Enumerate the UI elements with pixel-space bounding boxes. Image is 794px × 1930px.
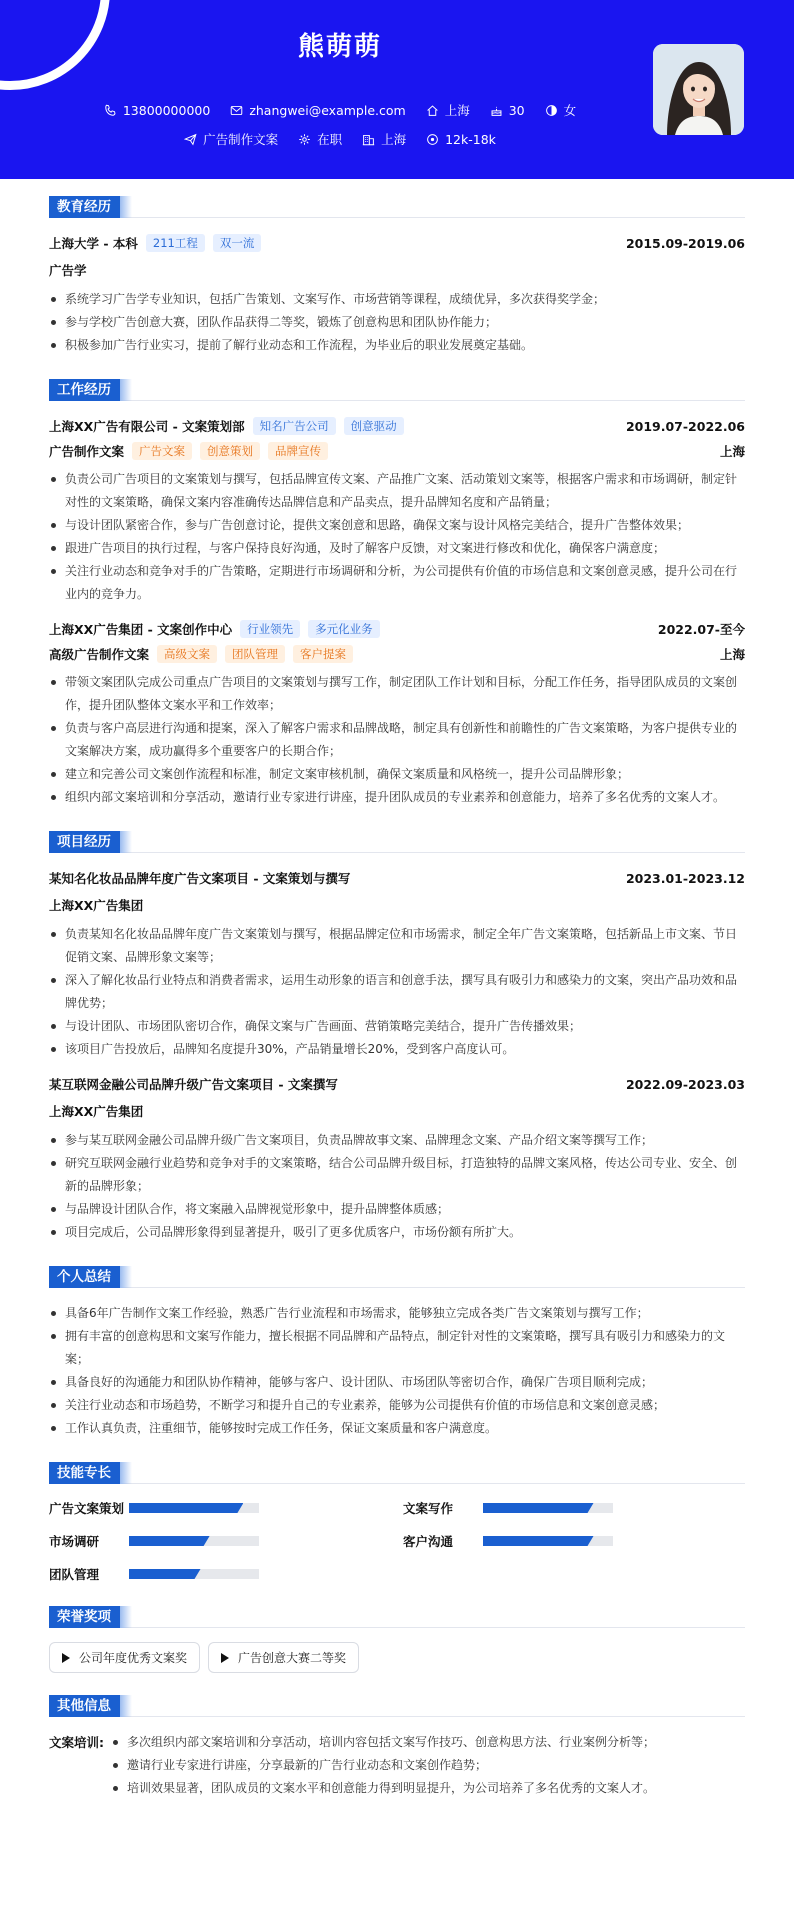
section-title-projects: 项目经历 (49, 831, 120, 853)
skill-name: 客户沟通 (403, 1534, 454, 1549)
status-text: 在职 (317, 132, 343, 147)
honor-label: 公司年度优秀文案奖 (79, 1651, 188, 1665)
work-entry (49, 415, 745, 606)
section-header (49, 196, 745, 218)
home-icon (426, 104, 439, 117)
list-item: 深入了解化妆品行业特点和消费者需求，运用生动形象的语言和创意手法，撰写具有吸引力和感染力的文案，突出产品功效和品牌优势； (49, 969, 745, 1015)
list-item: 具备良好的沟通能力和团队协作精神，能够与客户、设计团队、市场团队等密切合作，确保广告项目顺利完成； (49, 1371, 745, 1394)
candidate-name: 熊萌萌 (297, 32, 382, 62)
email-item (230, 103, 405, 118)
skill-bar (129, 1536, 259, 1546)
list-item: 该项目广告投放后，品牌知名度提升30%，产品销量增长20%，受到客户高度认可。 (49, 1038, 745, 1061)
section-title-honors: 荣誉奖项 (49, 1606, 120, 1628)
work-location: 上海 (719, 647, 745, 662)
list-item: 邀请行业专家进行讲座，分享最新的广告行业动态和文案创作趋势； (111, 1754, 655, 1777)
project-entry (49, 1073, 745, 1244)
work-date: 2019.07-2022.06 (625, 418, 745, 434)
role-tag: 广告文案 (132, 442, 192, 460)
skills-section (49, 1462, 745, 1584)
project-bullets (49, 1129, 745, 1244)
project-name: 某知名化妆品品牌年度广告文案项目 - 文案策划与撰写 (49, 871, 351, 886)
list-item: 关注行业动态和竞争对手的广告策略，定期进行市场调研和分析，为公司提供有价值的市场信息和文案创意灵感，提升公司在行业内的竞争力。 (49, 560, 745, 606)
phone-text: 13800000000 (122, 102, 211, 118)
skill-name: 广告文案策划 (49, 1501, 125, 1516)
age-item (490, 103, 525, 118)
send-icon (184, 133, 197, 146)
honors-section (49, 1606, 745, 1673)
gender-item (545, 101, 577, 119)
work-location: 上海 (719, 444, 745, 459)
role-name: 广告制作文案 (49, 444, 125, 459)
skill-name: 市场调研 (49, 1534, 100, 1549)
list-item: 项目完成后，公司品牌形象得到显著提升，吸引了更多优质客户，市场份额有所扩大。 (49, 1221, 745, 1244)
list-item: 负责公司广告项目的文案策划与撰写，包括品牌宣传文案、产品推广文案、活动策划文案等，根据客户需求和市场调研，制定针对性的文案策略，确保文案内容准确传达品牌信息和产品卖点，提升品牌知名度和产品销量； (49, 468, 745, 514)
skill-item (403, 1498, 745, 1518)
list-item: 培训效果显著，团队成员的文案水平和创意能力得到明显提升，为公司培养了多名优秀的文案人才。 (111, 1777, 655, 1800)
education-bullets (49, 288, 745, 357)
section-header (49, 1695, 745, 1717)
skill-name: 文案写作 (403, 1501, 454, 1516)
job-target-item (184, 130, 278, 148)
other-section (49, 1695, 745, 1800)
job-target-text: 广告制作文案 (203, 132, 279, 147)
salary-item (426, 132, 496, 147)
section-header (49, 1606, 745, 1628)
project-date: 2022.09-2023.03 (625, 1076, 745, 1092)
skill-bar (483, 1536, 613, 1546)
play-icon (62, 1653, 70, 1663)
section-header (49, 1266, 745, 1288)
honor-item (49, 1642, 200, 1673)
education-date: 2015.09-2019.06 (625, 235, 745, 251)
city-item (426, 101, 470, 119)
work-bullets (49, 671, 745, 809)
role-tag: 创意策划 (200, 442, 260, 460)
project-entry (49, 867, 745, 1061)
role-name: 高级广告制作文案 (49, 647, 150, 662)
major: 广告学 (49, 263, 87, 278)
city-text: 上海 (444, 103, 470, 118)
skill-bar-fill (129, 1569, 201, 1579)
role-tag: 品牌宣传 (268, 442, 328, 460)
section-header (49, 1462, 745, 1484)
list-item: 多次组织内部文案培训和分享活动，培训内容包括文案写作技巧、创意构思方法、行业案例分析等； (111, 1731, 655, 1754)
summary-section (49, 1266, 745, 1440)
list-item: 关注行业动态和市场趋势，不断学习和提升自己的专业素养，能够为公司提供有价值的市场信息和文案创意灵感； (49, 1394, 745, 1417)
list-item: 系统学习广告学专业知识，包括广告策划、文案写作、市场营销等课程，成绩优异，多次获得奖学金； (49, 288, 745, 311)
building-icon (362, 133, 375, 146)
skills-grid (49, 1498, 745, 1584)
section-header (49, 379, 745, 401)
company-name: 上海XX广告有限公司 - 文案策划部 (49, 419, 245, 434)
school-tag: 211工程 (146, 234, 205, 252)
role-tag: 高级文案 (157, 645, 217, 663)
section-title-summary: 个人总结 (49, 1266, 120, 1288)
section-header (49, 831, 745, 853)
role-tag: 客户提案 (293, 645, 353, 663)
work-date: 2022.07-至今 (657, 622, 745, 637)
list-item: 与设计团队、市场团队密切合作，确保文案与广告画面、营销策略完美结合，提升广告传播效果； (49, 1015, 745, 1038)
work-section (49, 379, 745, 809)
other-info (49, 1731, 745, 1800)
list-item: 组织内部文案培训和分享活动，邀请行业专家进行讲座，提升团队成员的专业素养和创意能力，培养了多名优秀的文案人才。 (49, 786, 745, 809)
expected-city-item (362, 130, 406, 148)
company-tag: 行业领先 (240, 620, 300, 638)
education-header-row (49, 232, 745, 254)
skill-item (49, 1498, 403, 1518)
portrait-image (653, 44, 744, 135)
job-row (0, 130, 680, 148)
cake-icon (490, 104, 503, 117)
list-item: 带领文案团队完成公司重点广告项目的文案策划与撰写工作，制定团队工作计划和目标，分配工作任务，指导团队成员的文案创作，提升团队整体文案水平和工作效率； (49, 671, 745, 717)
contact-row (0, 101, 680, 119)
honors-list (49, 1642, 745, 1673)
list-item: 参与某互联网金融公司品牌升级广告文案项目，负责品牌故事文案、品牌理念文案、产品介绍文案等撰写工作； (49, 1129, 745, 1152)
skill-item (403, 1531, 745, 1551)
skill-bar-fill (129, 1536, 210, 1546)
other-label: 文案培训: (49, 1735, 104, 1750)
project-date: 2023.01-2023.12 (625, 870, 745, 886)
email-text: zhangwei@example.com (249, 102, 406, 118)
projects-section (49, 831, 745, 1244)
skill-bar (129, 1569, 259, 1579)
list-item: 与品牌设计团队合作，将文案融入品牌视觉形象中，提升品牌整体质感； (49, 1198, 745, 1221)
resume-header (0, 0, 794, 179)
age-text: 30 (508, 102, 525, 118)
honor-item (208, 1642, 359, 1673)
mail-icon (230, 104, 243, 117)
list-item: 工作认真负责，注重细节，能够按时完成工作任务，保证文案质量和客户满意度。 (49, 1417, 745, 1440)
company-tag: 多元化业务 (308, 620, 380, 638)
skill-bar-fill (483, 1503, 594, 1513)
expected-city-text: 上海 (381, 132, 407, 147)
project-name: 某互联网金融公司品牌升级广告文案项目 - 文案撰写 (49, 1077, 338, 1092)
phone-icon (104, 104, 117, 117)
section-title-education: 教育经历 (49, 196, 120, 218)
skill-item (49, 1531, 403, 1551)
company-name: 上海XX广告集团 - 文案创作中心 (49, 622, 233, 637)
work-bullets (49, 468, 745, 606)
school-tag: 双一流 (213, 234, 262, 252)
play-icon (221, 1653, 229, 1663)
section-title-skills: 技能专长 (49, 1462, 120, 1484)
other-bullets (111, 1731, 655, 1800)
skill-item (49, 1564, 403, 1584)
salary-text: 12k-18k (445, 131, 496, 147)
skill-bar (483, 1503, 613, 1513)
status-item (298, 130, 342, 148)
avatar (653, 44, 744, 135)
money-icon (426, 133, 439, 146)
work-entry (49, 618, 745, 809)
skill-bar (129, 1503, 259, 1513)
skill-name: 团队管理 (49, 1567, 100, 1582)
list-item: 拥有丰富的创意构思和文案写作能力，擅长根据不同品牌和产品特点，制定针对性的文案策略，撰写具有吸引力和感染力的文案； (49, 1325, 745, 1371)
gear-icon (298, 133, 311, 146)
honor-label: 广告创意大赛二等奖 (238, 1651, 347, 1665)
summary-bullets (49, 1302, 745, 1440)
list-item: 跟进广告项目的执行过程，与客户保持良好沟通，及时了解客户反馈，对文案进行修改和优化，确保客户满意度； (49, 537, 745, 560)
skill-bar-fill (129, 1503, 243, 1513)
section-title-other: 其他信息 (49, 1695, 120, 1717)
role-tag: 团队管理 (225, 645, 285, 663)
list-item: 负责某知名化妆品品牌年度广告文案策划与撰写，根据品牌定位和市场需求，制定全年广告文案策略，包括新品上市文案、节日促销文案、品牌形象文案等； (49, 923, 745, 969)
skill-bar-fill (483, 1536, 594, 1546)
company-tag: 知名广告公司 (253, 417, 336, 435)
list-item: 具备6年广告制作文案工作经验，熟悉广告行业流程和市场需求，能够独立完成各类广告文案策划与撰写工作； (49, 1302, 745, 1325)
phone-item (104, 103, 210, 118)
list-item: 积极参加广告行业实习，提前了解行业动态和工作流程，为毕业后的职业发展奠定基础。 (49, 334, 745, 357)
list-item: 参与学校广告创意大赛，团队作品获得二等奖，锻炼了创意构思和团队协作能力； (49, 311, 745, 334)
company-tag: 创意驱动 (344, 417, 404, 435)
project-org: 上海XX广告集团 (49, 1104, 144, 1119)
resume-body (49, 196, 745, 1822)
gender-icon (545, 104, 558, 117)
project-bullets (49, 923, 745, 1061)
project-org: 上海XX广告集团 (49, 898, 144, 913)
education-section (49, 196, 745, 357)
list-item: 负责与客户高层进行沟通和提案，深入了解客户需求和品牌战略，制定具有创新性和前瞻性的广告文案策略，为客户提供专业的文案解决方案，成功赢得多个重要客户的长期合作； (49, 717, 745, 763)
school-name: 上海大学 - 本科 (49, 236, 138, 251)
section-title-work: 工作经历 (49, 379, 120, 401)
list-item: 研究互联网金融行业趋势和竞争对手的文案策略，结合公司品牌升级目标，打造独特的品牌文案风格，传达公司专业、安全、创新的品牌形象； (49, 1152, 745, 1198)
list-item: 与设计团队紧密合作，参与广告创意讨论，提供文案创意和思路，确保文案与设计风格完美结合，提升广告整体效果； (49, 514, 745, 537)
gender-text: 女 (563, 103, 577, 118)
list-item: 建立和完善公司文案创作流程和标准，制定文案审核机制，确保文案质量和风格统一，提升公司品牌形象； (49, 763, 745, 786)
